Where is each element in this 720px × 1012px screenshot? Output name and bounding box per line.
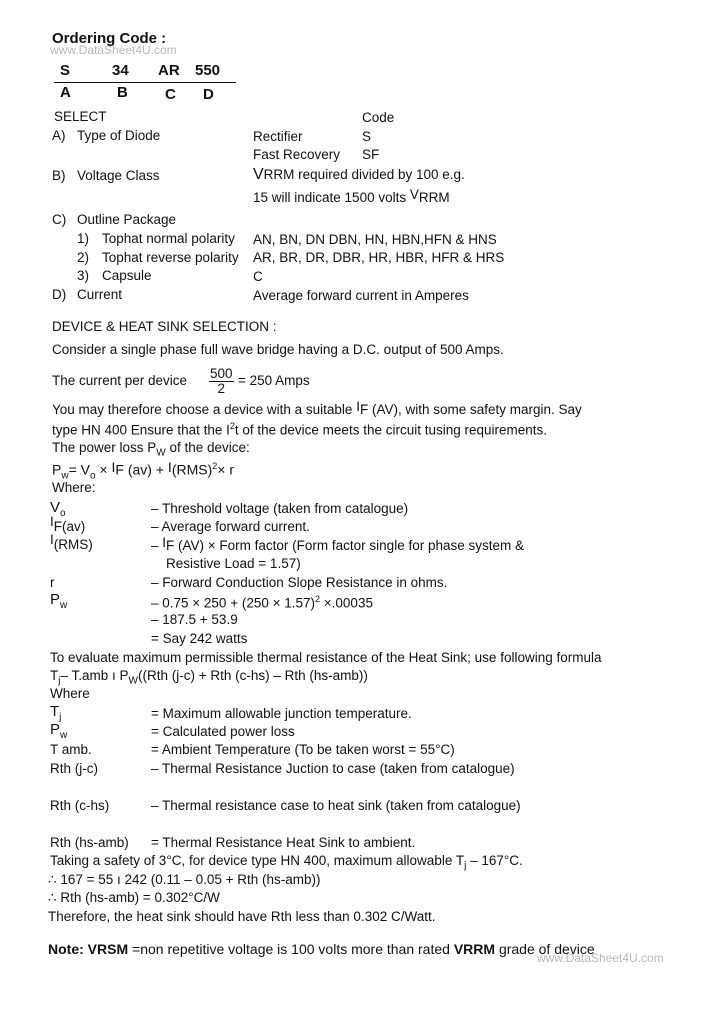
code-example-package: AR xyxy=(158,62,180,79)
def2-tamb-desc: = Ambient Temperature (To be taken worst = 55°C) xyxy=(151,742,455,757)
def-irms-symbol xyxy=(50,532,93,552)
package-item-1-num: 1) xyxy=(77,231,90,246)
where-label: Where: xyxy=(52,480,96,495)
consider-text: Consider a single phase full wave bridge having a D.C. output of 500 Amps. xyxy=(52,342,504,357)
diode-code-fast-recovery: SF xyxy=(362,147,380,162)
choose-text-a: You may therefore choose a device with a suitable xyxy=(52,402,357,417)
device-heatsink-heading: DEVICE & HEAT SINK SELECTION : xyxy=(52,319,277,334)
def-irms-desc2: F (AV) × Form factor (Form factor single for phase system & xyxy=(166,538,524,553)
select-a-label: Type of Diode xyxy=(77,128,161,143)
code-example-voltage: 34 xyxy=(112,62,129,79)
code-letter-d: D xyxy=(203,86,214,103)
def2-tj-sym: T xyxy=(50,703,60,720)
formula-p: P xyxy=(52,461,62,478)
def-vo-sub: o xyxy=(60,508,66,519)
def2-tamb-symbol: T amb. xyxy=(50,742,92,757)
def-irms-i: I xyxy=(162,535,167,550)
def-pw-sym: P xyxy=(50,591,61,608)
def-r-desc: – Forward Conduction Slope Resistance in ohms. xyxy=(151,575,448,590)
choose-current-symbol: I xyxy=(356,399,360,414)
calc-line-1 xyxy=(151,595,373,611)
def-irms-dash: – xyxy=(151,538,163,553)
def2-rthchs-symbol: Rth (c-hs) xyxy=(50,798,110,813)
solve-step-1: ∴ 167 = 55 ı 242 (0.11 – 0.05 + Rth (hs-amb)) xyxy=(48,872,321,887)
def2-pw-symbol xyxy=(50,722,67,741)
choose2-text-b: t of the device meets the circuit tusing requirements. xyxy=(234,422,548,438)
voltage-class-line-2 xyxy=(253,187,450,206)
choose2-text-a: type HN 400 Ensure that the I xyxy=(52,422,230,438)
safety-text xyxy=(50,854,523,872)
note-vrrm: VRRM xyxy=(453,941,496,957)
select-b-label: Voltage Class xyxy=(77,168,160,183)
select-d-index: D) xyxy=(52,287,67,302)
safety-b: – 167°C. xyxy=(466,853,523,868)
code-divider-line xyxy=(54,82,236,83)
package-item-3-codes: C xyxy=(253,269,263,284)
def-vo-sym: V xyxy=(50,499,61,516)
select-b-index: B) xyxy=(52,168,66,183)
formula-w: w xyxy=(61,470,69,482)
current-per-device-label: The current per device xyxy=(52,373,188,388)
def2-rthhsamb-symbol: Rth (hs-amb) xyxy=(50,835,129,850)
formula-i2: I xyxy=(167,458,172,475)
select-c-label: Outline Package xyxy=(77,212,177,227)
def2-pw-sym: P xyxy=(50,721,61,738)
code-letter-b: B xyxy=(117,84,128,101)
eq2-rest1: – T.amb ı P xyxy=(60,668,129,683)
def2-rthjc-symbol: Rth (j-c) xyxy=(50,761,98,776)
formula-i: I xyxy=(111,458,116,475)
def2-rthhsamb-desc: = Thermal Resistance Heat Sink to ambient. xyxy=(151,835,416,850)
choose2-sup: 2 xyxy=(229,421,235,431)
def-ifav-desc: – Average forward current. xyxy=(151,519,310,534)
choose-line-2 xyxy=(52,422,547,438)
package-item-2-label: Tophat reverse polarity xyxy=(102,250,239,265)
package-item-2-codes: AR, BR, DR, DBR, HR, HBR, HFR & HRS xyxy=(253,250,505,265)
formula-eq: = V xyxy=(68,461,90,478)
def2-rthchs-desc: – Thermal resistance case to heat sink (taken from catalogue) xyxy=(151,798,521,813)
code-column-label: Code xyxy=(362,110,395,125)
choose-text-b: F (AV), with some safety margin. Say xyxy=(359,402,582,417)
select-d-label: Current xyxy=(77,287,123,302)
def-irms-desc xyxy=(151,535,524,554)
diode-option-rectifier: Rectifier xyxy=(253,129,303,144)
diode-option-fast-recovery: Fast Recovery xyxy=(253,147,341,162)
formula-rms: (RMS) xyxy=(171,461,213,478)
power-loss-a: The power loss P xyxy=(52,440,157,455)
fraction-numerator: 500 xyxy=(210,366,233,381)
def-irms-sub: (RMS) xyxy=(53,537,93,552)
def-r-symbol: r xyxy=(50,575,55,590)
therefore-text: Therefore, the heat sink should have Rth less than 0.302 C/Watt. xyxy=(48,909,436,924)
power-loss-sub: W xyxy=(156,447,166,459)
fraction-denominator: 2 xyxy=(217,381,226,396)
eq2-rest2: ((Rth (j-c) + Rth (c-hs) – Rth (hs-amb)) xyxy=(137,668,368,683)
def-irms-cont: Resistive Load = 1.57) xyxy=(166,556,301,571)
power-loss-line xyxy=(52,441,250,459)
note-line xyxy=(48,942,595,957)
def2-tj-desc: = Maximum allowable junction temperature. xyxy=(151,706,412,721)
select-a-index: A) xyxy=(52,128,66,143)
formula-x: × xyxy=(95,461,112,478)
select-d-desc: Average forward current in Amperes xyxy=(253,288,469,303)
def2-rthjc-desc: – Thermal Resistance Juction to case (taken from catalogue) xyxy=(151,761,515,776)
package-item-3-num: 3) xyxy=(77,268,90,283)
select-c-index: C) xyxy=(52,212,67,227)
where2-label: Where xyxy=(50,686,90,701)
calc-line-2: – 187.5 + 53.9 xyxy=(151,612,238,627)
solve-step-2: ∴ Rth (hs-amb) = 0.302°C/W xyxy=(48,890,220,905)
package-item-1-label: Tophat normal polarity xyxy=(102,231,235,246)
formula-o: o xyxy=(89,470,96,482)
power-loss-formula xyxy=(52,458,234,482)
voltage-class-desc: required divided by 100 e.g. xyxy=(294,167,465,182)
note-label: Note: VRSM xyxy=(48,941,129,957)
current-result: = 250 Amps xyxy=(238,373,310,388)
select-label: SELECT xyxy=(54,109,107,124)
def2-tj-sub: j xyxy=(59,712,62,723)
watermark-bottom: www.DataSheet4U.com xyxy=(537,951,664,965)
def-ifav-sub: F(av) xyxy=(53,519,86,534)
def2-pw-sub: w xyxy=(60,730,68,741)
formula-tail: × r xyxy=(217,461,234,478)
current-fraction xyxy=(209,367,234,396)
vrrm-subscript: RRM xyxy=(263,167,295,182)
def-ifav-symbol xyxy=(50,514,86,534)
code-letter-c: C xyxy=(165,86,176,103)
calc1-b: ×.00035 xyxy=(320,595,373,611)
calc1-a: – 0.75 × 250 + (250 × 1.57) xyxy=(151,595,316,611)
package-item-3-label: Capsule xyxy=(102,268,152,283)
note-mid: =non repetitive voltage is 100 volts more than rated xyxy=(128,941,454,957)
power-loss-b: of the device: xyxy=(165,440,250,455)
calc-line-3: = Say 242 watts xyxy=(151,631,248,646)
ordering-code-title: Ordering Code : xyxy=(52,30,167,47)
calc1-sup: 2 xyxy=(315,594,321,604)
code-example-s: S xyxy=(60,62,71,79)
def-pw-symbol xyxy=(50,592,67,611)
package-item-1-codes: AN, BN, DN DBN, HN, HBN,HFN & HNS xyxy=(253,232,497,247)
safety-a: Taking a safety of 3°C, for device type HN 400, maximum allowable T xyxy=(50,853,465,868)
vrrm-symbol-2: V xyxy=(409,187,419,202)
def-ifav-sym: I xyxy=(50,514,54,529)
safety-j: j xyxy=(464,860,467,872)
voltage-class-line-1 xyxy=(253,166,465,184)
eq2-w: W xyxy=(128,675,138,687)
code-letter-a: A xyxy=(60,84,71,101)
eq2-t: T xyxy=(50,668,59,683)
def-irms-sym: I xyxy=(50,532,54,547)
watermark-top: www.DataSheet4U.com xyxy=(50,43,177,57)
note-tail: grade of device xyxy=(495,941,595,957)
thermal-equation xyxy=(50,669,368,687)
vrrm-symbol: V xyxy=(253,166,264,183)
evaluate-text: To evaluate maximum permissible thermal resistance of the Heat Sink; use following formula xyxy=(50,650,602,665)
package-item-2-num: 2) xyxy=(77,250,90,265)
def2-pw-desc: = Calculated power loss xyxy=(151,724,295,739)
choose-line-1 xyxy=(52,399,582,418)
def-pw-sub: w xyxy=(60,600,68,611)
def-vo-desc: – Threshold voltage (taken from catalogue) xyxy=(151,501,409,516)
code-example-current: 550 xyxy=(195,62,221,79)
diode-code-rectifier: S xyxy=(362,129,372,144)
voltage-class-example: 15 will indicate 1500 volts xyxy=(253,190,410,205)
formula-sq: 2 xyxy=(212,461,218,471)
eq2-j: j xyxy=(58,675,61,687)
formula-fav: F (av) + xyxy=(115,461,168,478)
vrrm-subscript-2: RRM xyxy=(418,190,450,205)
